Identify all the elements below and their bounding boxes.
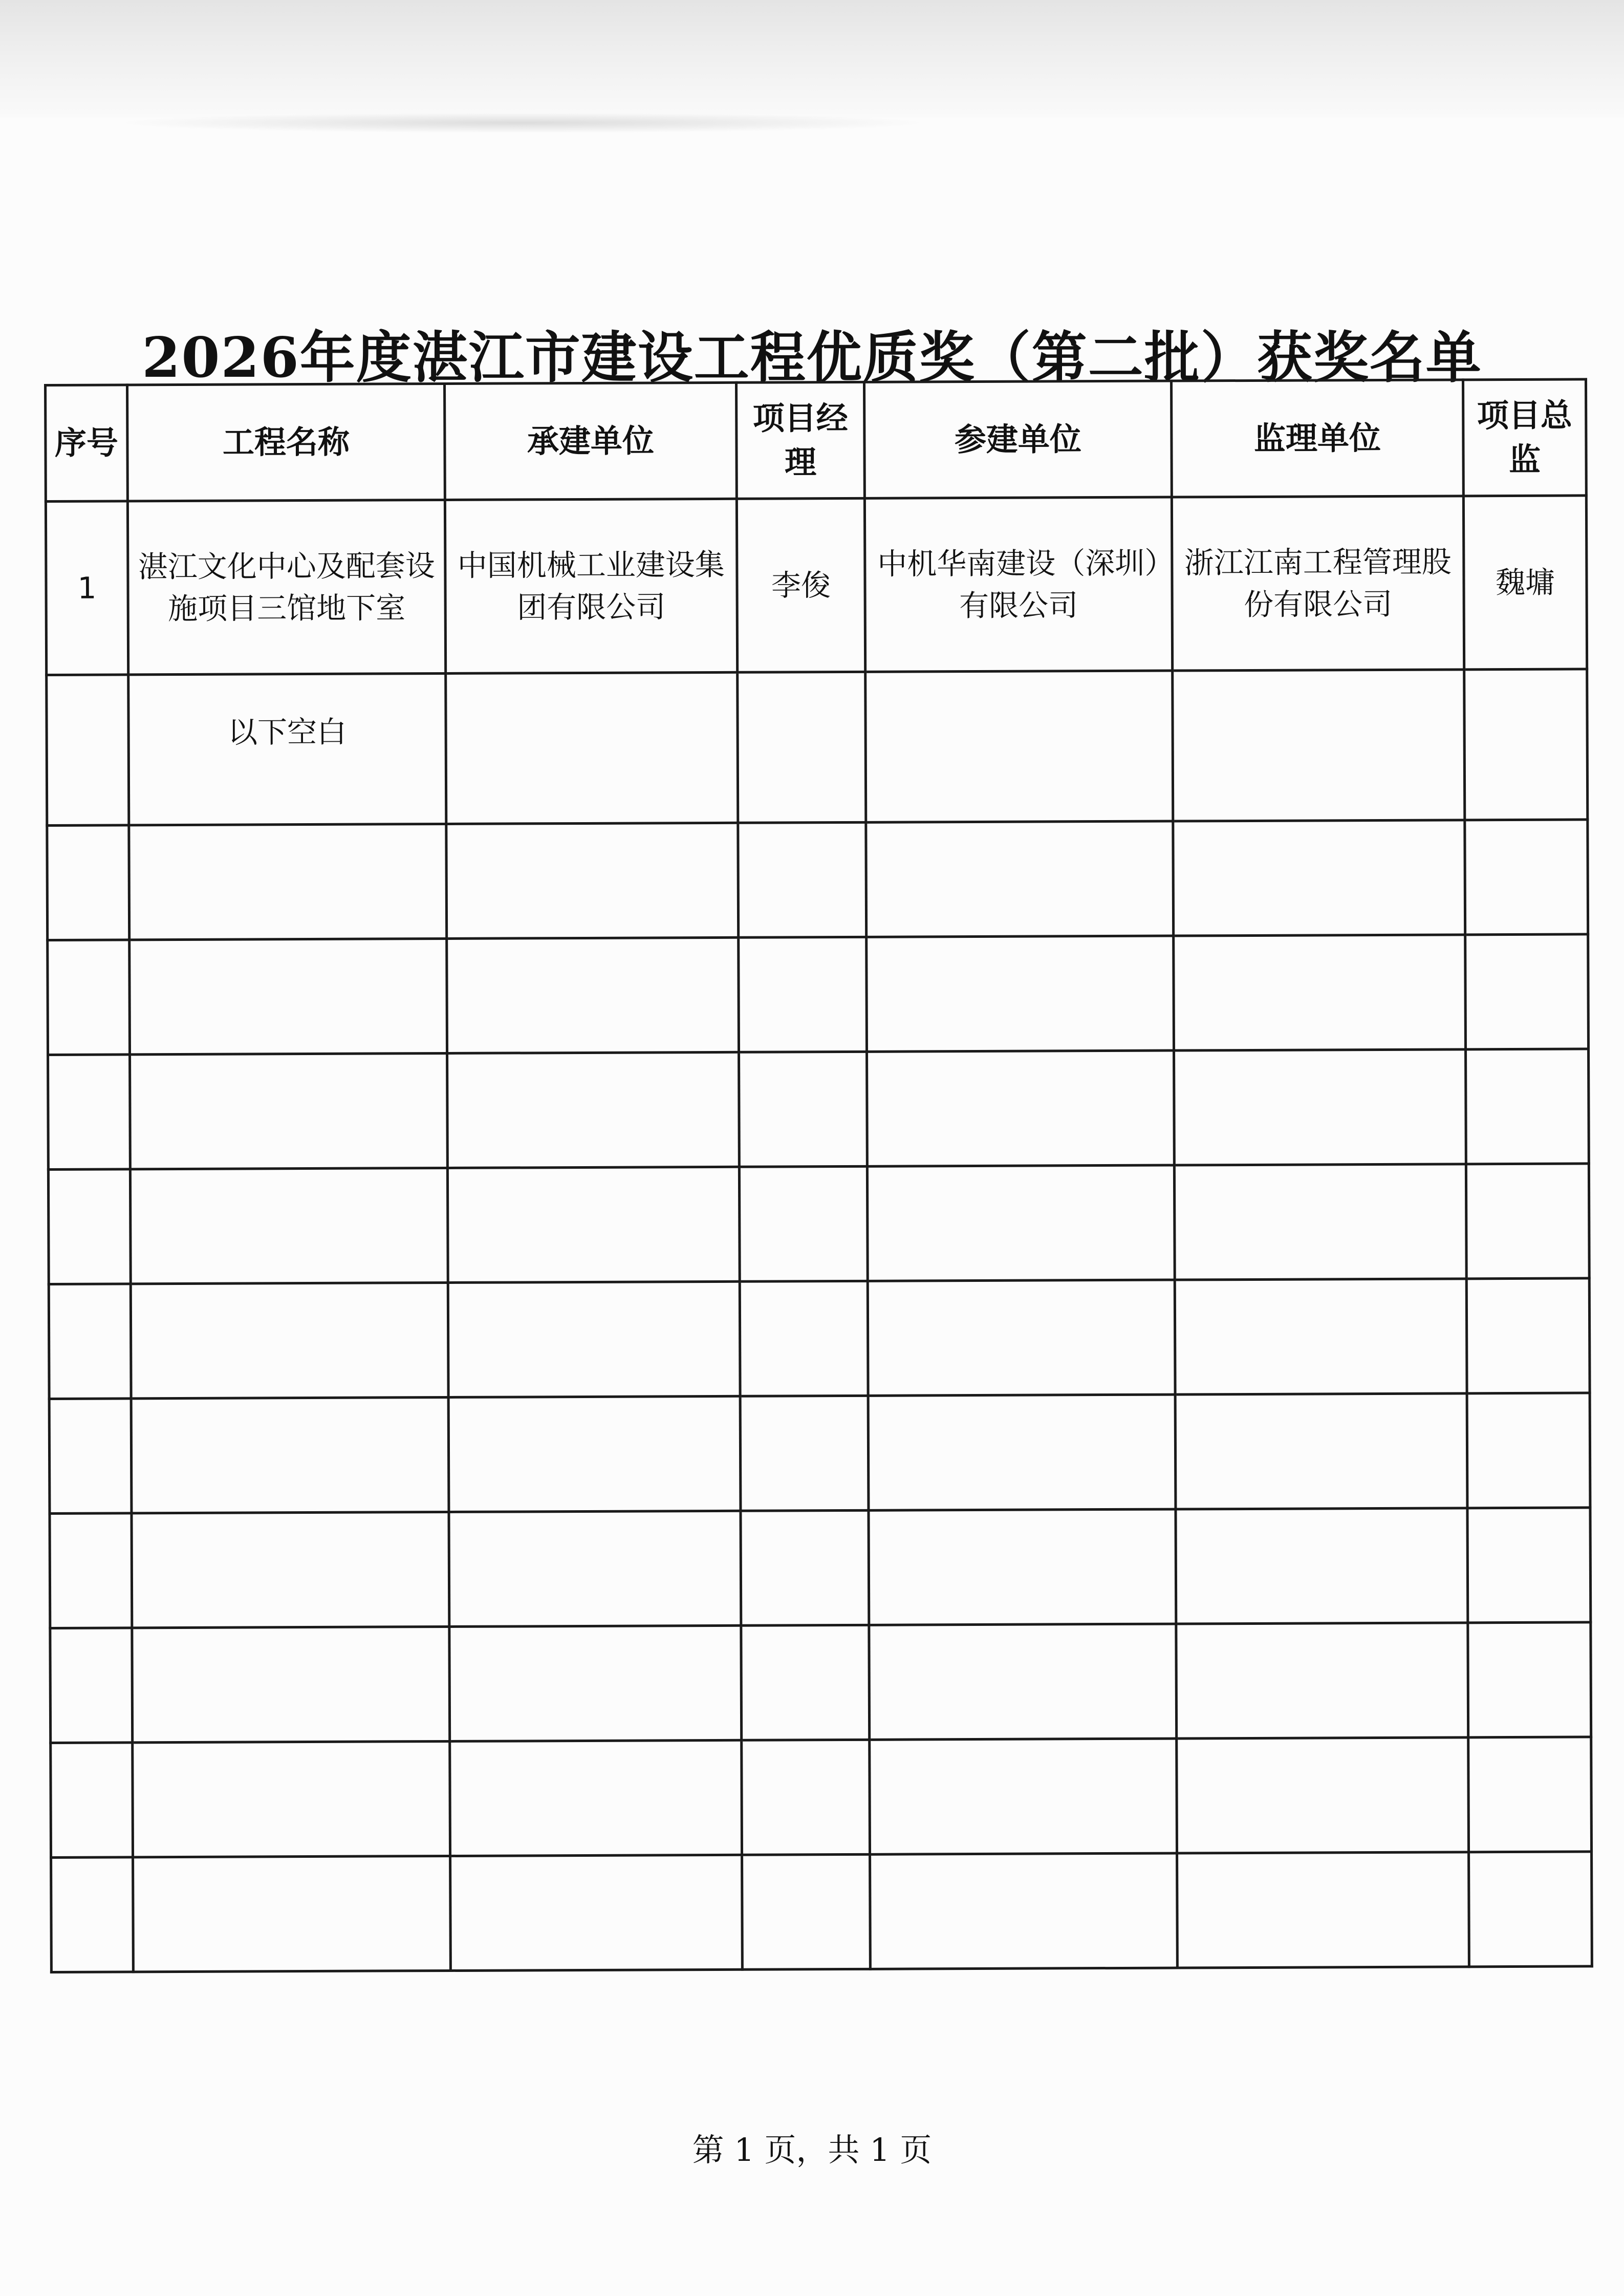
empty-cell — [1177, 1852, 1469, 1968]
empty-cell — [450, 1855, 743, 1970]
empty-table-row — [48, 1164, 1589, 1284]
empty-cell — [739, 1052, 868, 1167]
table-header-row — [46, 379, 1587, 502]
empty-cell — [1176, 1623, 1468, 1739]
header-project-manager: 项目经理 — [736, 382, 864, 499]
empty-cell — [131, 1282, 448, 1398]
empty-cell — [1466, 1164, 1589, 1279]
empty-cell — [1175, 1393, 1467, 1509]
page-title: 2026年度湛江市建设工程优质奖（第二批）获奖名单 — [142, 326, 1482, 391]
empty-cell — [446, 823, 739, 938]
blank-note: 以下空白 — [128, 673, 446, 825]
table-row — [46, 496, 1587, 675]
empty-table-row — [51, 1737, 1592, 1858]
table-row-blank-note — [47, 669, 1588, 826]
header-supervisor-unit: 监理单位 — [1171, 380, 1463, 497]
empty-cell — [48, 940, 130, 1055]
scan-shadow — [0, 0, 1624, 118]
empty-cell — [1177, 1737, 1469, 1853]
empty-cell — [740, 1281, 868, 1396]
empty-cell — [51, 1743, 133, 1858]
empty-cell — [48, 1055, 131, 1170]
cell-participant: 中机华南建设（深圳）有限公司 — [864, 497, 1172, 672]
empty-cell — [50, 1628, 133, 1743]
empty-cell — [740, 1396, 869, 1511]
empty-cell — [448, 1396, 741, 1512]
header-contractor: 承建单位 — [445, 382, 737, 500]
empty-cell — [1465, 934, 1589, 1049]
empty-cell — [447, 937, 739, 1053]
empty-cell — [449, 1625, 742, 1741]
empty-cell — [866, 821, 1174, 937]
empty-cell — [870, 1739, 1177, 1854]
empty-cell — [450, 1740, 742, 1856]
empty-table-row — [50, 1622, 1591, 1743]
empty-cell — [1173, 820, 1465, 936]
empty-cell — [1467, 1393, 1590, 1508]
empty-cell — [739, 1166, 868, 1281]
cell-chief-supervisor: 魏墉 — [1463, 496, 1587, 670]
empty-cell — [133, 1856, 451, 1971]
empty-cell — [1466, 1278, 1590, 1393]
header-project-name: 工程名称 — [127, 383, 445, 501]
empty-table-row — [48, 1049, 1589, 1170]
empty-table-row — [49, 1393, 1590, 1514]
empty-table-row — [49, 1278, 1590, 1399]
empty-cell — [739, 937, 867, 1052]
empty-cell — [130, 1053, 448, 1169]
empty-cell — [869, 1624, 1177, 1740]
empty-cell — [867, 936, 1174, 1052]
empty-cell — [1174, 1049, 1466, 1165]
cell-supervisor-unit: 浙江江南工程管理股份有限公司 — [1172, 496, 1464, 671]
empty-cell — [130, 1168, 448, 1283]
award-table — [44, 378, 1593, 1973]
empty-cell — [131, 1397, 449, 1513]
empty-cell — [49, 1399, 132, 1514]
empty-cell — [129, 938, 447, 1054]
empty-cell — [867, 1050, 1175, 1166]
empty-cell — [870, 1853, 1178, 1969]
empty-cell — [132, 1512, 449, 1627]
empty-cell — [1466, 1049, 1589, 1164]
cell-project-name: 湛江文化中心及配套设施项目三馆地下室 — [127, 500, 445, 674]
empty-cell — [132, 1626, 450, 1742]
header-participant: 参建单位 — [864, 381, 1172, 498]
empty-cell — [869, 1509, 1176, 1625]
empty-cell — [738, 672, 866, 823]
empty-table-row — [51, 1852, 1592, 1972]
empty-cell — [1174, 935, 1466, 1050]
empty-cell — [1464, 669, 1588, 820]
empty-cell — [50, 1513, 132, 1628]
empty-cell — [742, 1740, 870, 1855]
empty-cell — [868, 1280, 1175, 1396]
empty-cell — [447, 1167, 740, 1282]
empty-cell — [1173, 670, 1465, 821]
empty-cell — [1176, 1508, 1468, 1624]
empty-cell — [1468, 1737, 1592, 1852]
empty-cell — [49, 1284, 131, 1399]
empty-cell — [449, 1511, 741, 1626]
empty-cell — [1175, 1279, 1467, 1394]
empty-cell — [1469, 1852, 1592, 1967]
empty-table-row — [50, 1508, 1591, 1628]
scan-smudge — [113, 113, 932, 133]
empty-cell — [446, 672, 738, 824]
empty-cell — [1465, 820, 1588, 935]
page-footer: 第 1 页，共 1 页 — [692, 2131, 932, 2169]
empty-cell — [1468, 1622, 1591, 1737]
empty-cell — [738, 822, 867, 937]
cell-serial: 1 — [46, 501, 128, 675]
cell-project-manager: 李俊 — [737, 498, 865, 672]
empty-cell — [867, 1165, 1175, 1281]
empty-table-row — [47, 820, 1588, 940]
header-serial: 序号 — [46, 385, 128, 502]
empty-cell — [51, 1857, 134, 1972]
empty-cell — [1467, 1508, 1591, 1623]
empty-cell — [47, 825, 129, 940]
header-chief-supervisor: 项目总监 — [1463, 379, 1586, 496]
empty-cell — [741, 1625, 870, 1740]
empty-cell — [47, 675, 129, 826]
empty-cell — [48, 1169, 131, 1284]
empty-table-row — [48, 934, 1589, 1055]
empty-cell — [133, 1741, 450, 1857]
empty-cell — [865, 671, 1173, 822]
empty-cell — [447, 1052, 740, 1168]
empty-cell — [1174, 1164, 1466, 1280]
empty-cell — [448, 1281, 740, 1397]
empty-cell — [868, 1394, 1176, 1510]
empty-cell — [129, 824, 447, 939]
cell-contractor: 中国机械工业建设集团有限公司 — [445, 499, 737, 673]
empty-cell — [742, 1854, 871, 1969]
empty-cell — [741, 1510, 869, 1625]
